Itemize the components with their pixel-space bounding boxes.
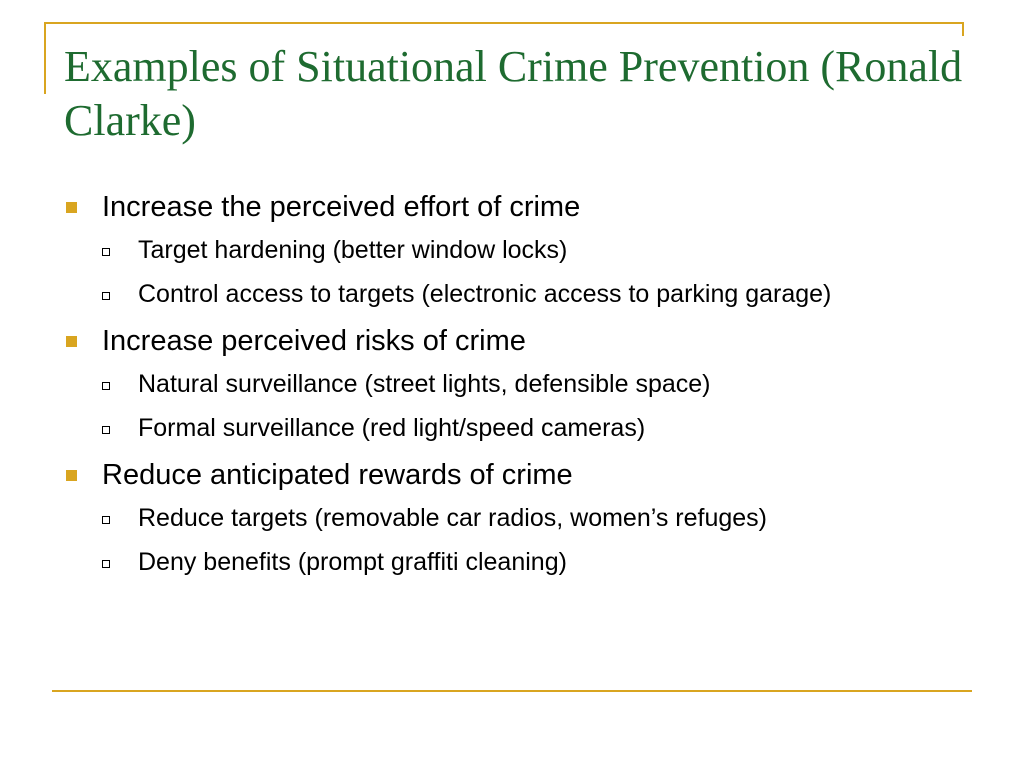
sub-bullet-item — [64, 500, 944, 536]
sub-bullet-text: Natural surveillance (street lights, defensible space) — [138, 370, 711, 398]
sub-bullet-item — [64, 366, 944, 402]
bullet-item — [64, 322, 944, 360]
frame-bottom-line — [52, 690, 972, 692]
sub-bullet-item — [64, 410, 944, 446]
bullet-text: Reduce anticipated rewards of crime — [102, 459, 573, 491]
bullet-group-effort — [64, 188, 944, 312]
square-bullet-icon — [66, 336, 77, 347]
slide-title: Examples of Situational Crime Prevention (Ronald Clarke) — [64, 42, 963, 145]
bullet-item — [64, 456, 944, 494]
sub-bullet-item — [64, 544, 944, 580]
sub-bullet-item — [64, 232, 944, 268]
square-bullet-icon — [66, 470, 77, 481]
bullet-group-rewards — [64, 456, 944, 580]
sub-bullet-item — [64, 276, 944, 312]
bullet-group-risks — [64, 322, 944, 446]
bullet-list — [64, 188, 944, 590]
sub-bullet-text: Formal surveillance (red light/speed cameras) — [138, 414, 646, 442]
frame-right-line — [962, 22, 964, 36]
hollow-square-bullet-icon — [102, 516, 110, 524]
square-bullet-icon — [66, 202, 77, 213]
sub-bullet-text: Target hardening (better window locks) — [138, 236, 568, 264]
sub-bullet-text: Reduce targets (removable car radios, women’s refuges) — [138, 504, 767, 532]
hollow-square-bullet-icon — [102, 560, 110, 568]
frame-left-line — [44, 22, 46, 94]
sub-bullet-text: Deny benefits (prompt graffiti cleaning) — [138, 548, 567, 576]
sub-bullet-text: Control access to targets (electronic access to parking garage) — [138, 280, 832, 308]
bullet-text: Increase perceived risks of crime — [102, 325, 526, 357]
hollow-square-bullet-icon — [102, 292, 110, 300]
bullet-text: Increase the perceived effort of crime — [102, 191, 581, 223]
frame-top-line — [44, 22, 964, 24]
bullet-item — [64, 188, 944, 226]
hollow-square-bullet-icon — [102, 426, 110, 434]
hollow-square-bullet-icon — [102, 248, 110, 256]
hollow-square-bullet-icon — [102, 382, 110, 390]
